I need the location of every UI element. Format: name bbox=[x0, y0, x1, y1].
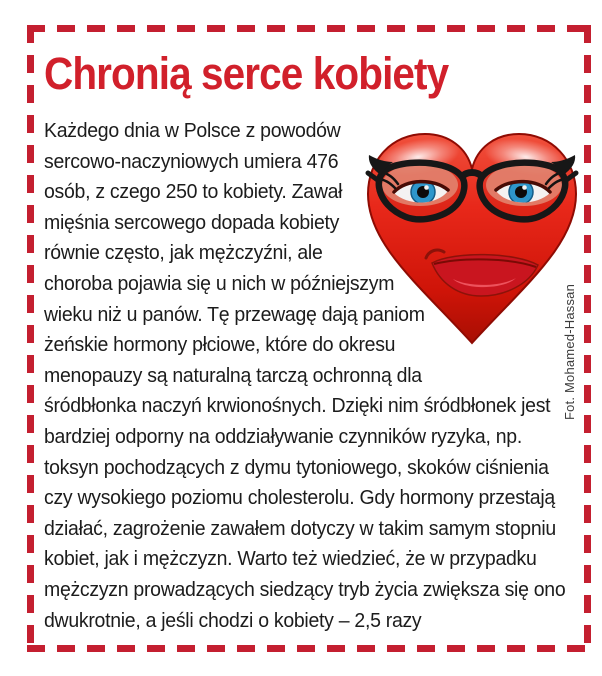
heart-face-with-glasses-icon bbox=[358, 121, 586, 357]
body-line: dwukrotnie, a jeśli chodzi o kobiety – 2,5 razy bbox=[44, 608, 422, 632]
body-line: choroba pojawia się u nich w późniejszym bbox=[44, 271, 395, 295]
dashed-border-top bbox=[27, 25, 588, 32]
heart-face-illustration bbox=[358, 121, 586, 357]
body-line: bardziej odporny na oddziaływanie czynników ryzyka, np. bbox=[44, 424, 522, 448]
body-line: śródbłonka naczyń krwionośnych. Dzięki nim śródbłonek jest bbox=[44, 394, 551, 418]
body-line: równie często, jak mężczyźni, ale bbox=[44, 241, 323, 265]
body-line: mięśnia sercowego dopada kobiety bbox=[44, 210, 340, 234]
body-line: menopauzy są naturalną tarczą ochronną dla bbox=[44, 363, 422, 387]
body-line: żeńskie hormony płciowe, które do okresu bbox=[44, 333, 396, 357]
body-line: sercowo-naczyniowych umiera 476 bbox=[44, 149, 339, 173]
photo-credit: Fot. Mohamed-Hassan bbox=[562, 283, 577, 421]
body-line: mężczyzn prowadzących siedzący tryb życia zwiększa się ono bbox=[44, 577, 566, 601]
body-line: działać, zagrożenie zawałem dotyczy w takim samym stopniu bbox=[44, 516, 556, 540]
body-line: kobiet, jak i mężczyzn. Warto też wiedzieć, że w przypadku bbox=[44, 547, 537, 571]
dashed-border-left bbox=[27, 25, 34, 652]
body-line: czy wysokiego poziomu cholesterolu. Gdy hormony przestają bbox=[44, 486, 555, 510]
body-line: wieku niż u panów. Tę przewagę dają paniom bbox=[44, 302, 425, 326]
article-title: Chronią serce kobiety bbox=[44, 48, 449, 99]
body-line: Każdego dnia w Polsce z powodów bbox=[44, 119, 341, 142]
body-line: toksyn pochodzących z dymu tytoniowego, skoków ciśnienia bbox=[44, 455, 549, 479]
dashed-border-bottom bbox=[27, 645, 588, 652]
body-line: osób, z czego 250 to kobiety. Zawał bbox=[44, 180, 343, 204]
